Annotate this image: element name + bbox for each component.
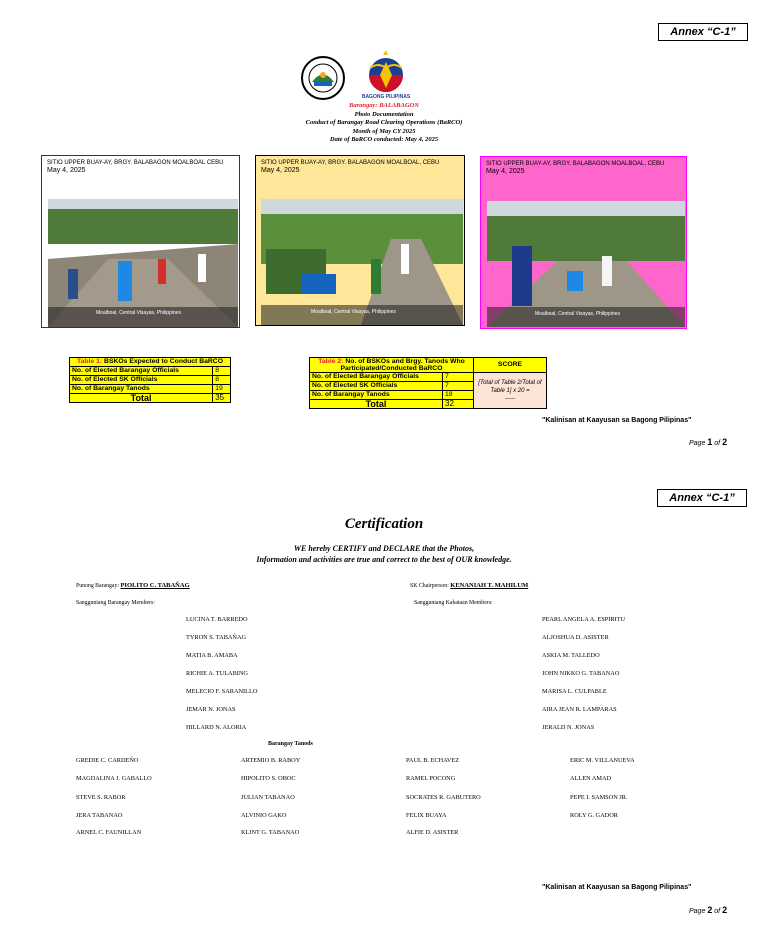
list-item: LUCINA T. BARREDO: [186, 616, 248, 623]
score-cell: [Total of Table 2/Total of Table 1] x 20 = -----: [474, 373, 547, 409]
list-item: STEVE S. RABOR: [76, 794, 126, 801]
list-item: RICHIE A. TULABING: [186, 670, 248, 677]
list-item: HILLARD N. ALORIA: [186, 724, 247, 731]
list-item: ARNEL C. FAUNILLAN: [76, 829, 142, 836]
table-2-header: Table 2: No. of BSKOs and Brgy. Tanods Who Participated/Conducted BaRCO: [310, 358, 474, 373]
table-row: No. of Elected Barangay Officials 7 [Total of Table 2/Total of Table 1] x 20 = -----: [310, 373, 547, 382]
photo-date: May 4, 2025: [47, 167, 86, 174]
photo-location: SITIO UPPER BUAY-AY, BRGY. BALABAGON MOALBOAL CEBU: [47, 160, 224, 166]
punong-barangay: Punong Barangay: PIOLITO C. TABAÑAG: [76, 582, 190, 589]
tanods-label: Barangay Tanods: [268, 741, 313, 747]
table-2: [309, 357, 547, 409]
list-item: MAGDALINA J. GABALLO: [76, 775, 152, 782]
certification-title: Certification: [344, 516, 424, 532]
annex-label: Annex “C-1”: [657, 489, 747, 507]
photo-card-2: [255, 155, 465, 326]
score-header: SCORE: [474, 358, 547, 373]
list-item: HIPOLITO S. OBOC: [241, 775, 296, 782]
list-item: ALFIE D. ASISTER: [406, 829, 459, 836]
list-item: ALJOSHUA D. ASISTER: [542, 634, 609, 641]
header-line-3: Month of May CY 2025: [352, 127, 416, 135]
photo-overlay-text: Moalboal, Central Visayas, Philippines: [535, 311, 620, 317]
photo-3: [487, 201, 685, 327]
list-item: ALLEN AMAD: [570, 775, 612, 782]
barangay-name: Barangay: BALABAGON: [349, 102, 419, 109]
list-item: ARTEMIO B. RABOY: [241, 757, 301, 764]
header-line-1: Photo Documentation: [354, 110, 414, 118]
list-item: PAUL B. ECHAVEZ: [406, 757, 460, 764]
photo-location: SITIO UPPER BUAY-AY, BRGY. BALABAGON MOALBOAL, CEBU: [261, 160, 440, 166]
table-row: No. of Barangay Tanods 18: [310, 391, 547, 400]
list-item: PEPE I. SAMSON JR.: [570, 794, 628, 801]
photo-1: [48, 199, 238, 327]
list-item: ALVINIO GAKO: [241, 812, 287, 819]
photo-caption: [481, 157, 686, 176]
list-item: GREDIE C. CARDEÑO: [76, 757, 139, 764]
list-item: AIRA JEAN R. LAMPARAS: [542, 706, 617, 713]
table-1: [69, 357, 231, 403]
photo-date: May 4, 2025: [486, 168, 525, 175]
bagong-pilipinas-logo: [362, 48, 410, 94]
photo-caption: [256, 156, 464, 175]
table-total-row: Total 35: [70, 394, 231, 403]
table-row: No. of Elected SK Officials 8: [70, 376, 231, 385]
header-line-2: Conduct of Barangay Road Clearing Operations (BaRCO): [305, 119, 463, 126]
list-item: JULIAN TABANAO: [241, 794, 295, 801]
list-item: MATIA B. AMABA: [186, 652, 238, 659]
photo-date: May 4, 2025: [261, 167, 300, 174]
list-item: RAMEL POCONG: [406, 775, 456, 782]
barangay-seal: [300, 55, 346, 101]
header-line-4: Date of BaRCO conducted: May 4, 2025: [329, 136, 439, 143]
list-item: FELIX BUAYA: [406, 812, 447, 819]
list-item: JEMAR N. JONAS: [186, 706, 236, 713]
list-item: ROLY G. GADOR: [570, 812, 618, 819]
brand-text: BAGONG PILIPINAS: [361, 94, 411, 100]
photo-overlay-text: Moalboal, Central Visayas, Philippines: [96, 310, 181, 316]
photo-card-1: [41, 155, 240, 328]
page-number: Page 1 of 2: [689, 437, 728, 447]
list-item: KLINT G. TABANAO: [241, 829, 300, 836]
list-item: JERA TABANAO: [76, 812, 123, 819]
list-item: SOCRATES R. GABUTERO: [406, 794, 481, 801]
photo-card-3: [480, 156, 687, 329]
list-item: MELECIO F. SARANILLO: [186, 688, 258, 695]
list-item: ERIC M. VILLANUEVA: [570, 757, 635, 764]
page-number: Page 2 of 2: [689, 905, 728, 915]
photo-2: [261, 199, 463, 325]
table-1-header: Table 1: BSKOs Expected to Conduct BaRCO: [70, 358, 231, 367]
document-header: [234, 102, 534, 145]
annex-label: Annex “C-1”: [658, 23, 748, 41]
sk-chairperson: SK Chairperson: KENANIAH T. MAHILUM: [410, 582, 529, 589]
sk-members-label: Sangguniang Kabataan Members:: [414, 600, 493, 606]
table-row: No. of Elected Barangay Officials 8: [70, 367, 231, 376]
list-item: JOHN NIKKO G. TABANAO: [542, 670, 620, 677]
slogan: "Kalinisan at Kaayusan sa Bagong Pilipinas": [542, 884, 692, 891]
sb-members-label: Sangguniang Barangay Members:: [76, 600, 155, 606]
list-item: MARISA L. CULPABLE: [542, 688, 607, 695]
list-item: PEARL ANGELA A. ESPIRITU: [542, 616, 626, 623]
photo-overlay-text: Moalboal, Central Visayas, Philippines: [311, 309, 396, 315]
list-item: ASKIA M. TALLEDO: [542, 652, 600, 659]
table-row: No. of Elected SK Officials 7: [310, 382, 547, 391]
list-item: TYRON S. TABAÑAG: [186, 634, 247, 641]
photo-caption: [42, 156, 239, 175]
table-total-row: Total 32: [310, 400, 547, 409]
declaration: WE hereby CERTIFY and DECLARE that the Photos, Information and activities are true and correct to the best of OUR knowledge.: [256, 544, 512, 564]
slogan: "Kalinisan at Kaayusan sa Bagong Pilipinas": [542, 417, 692, 424]
photo-location: SITIO UPPER BUAY-AY, BRGY. BALABAGON MOALBOAL, CEBU: [486, 161, 665, 167]
table-row: No. of Barangay Tanods 19: [70, 385, 231, 394]
list-item: JERALD N. JONAS: [542, 724, 595, 731]
